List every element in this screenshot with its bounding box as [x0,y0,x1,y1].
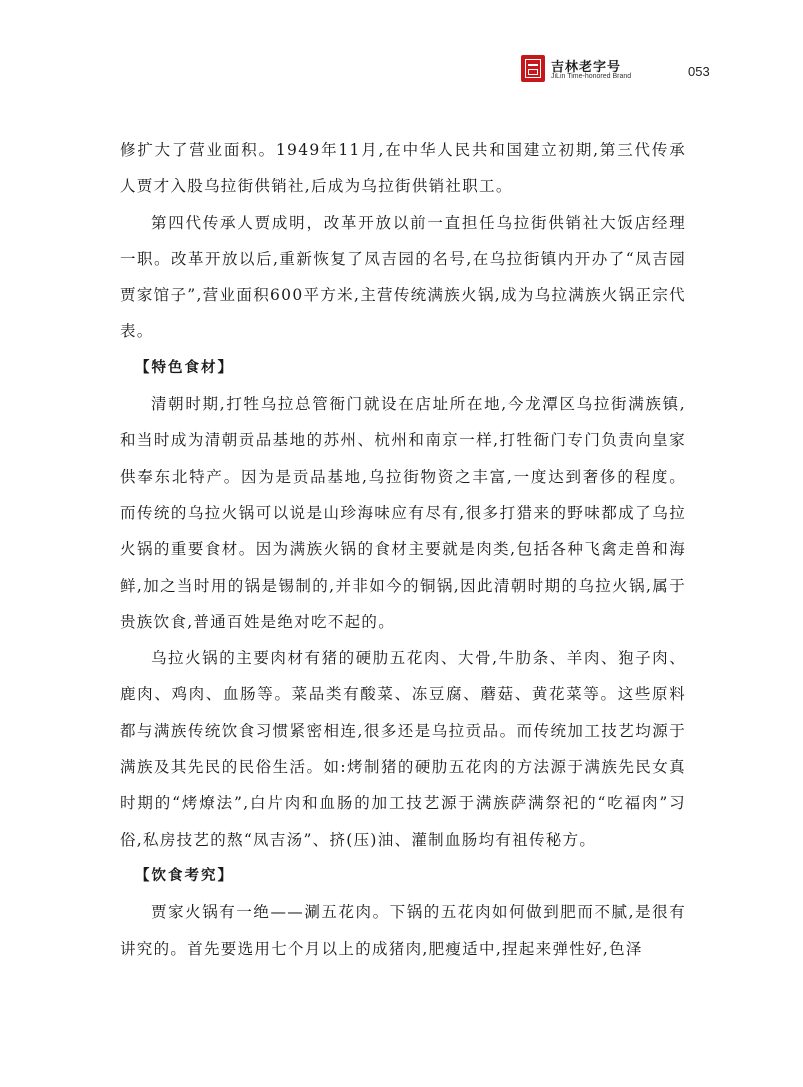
section-heading-diet: 【饮食考究】 [135,867,234,884]
section-heading-ingredients: 【特色食材】 [135,359,234,376]
paragraph-fourth-generation: 第四代传承人贾成明，改革开放以前一直担任乌拉街供销社大饭店经理一职。改革开放以后,重新恢复了凤吉园的名号,在乌拉街镇内开办了“凤吉园贾家馆子”,营业面积600平方米,主营传统满族火锅,成为乌拉满族火锅正宗代表。 [120,213,686,341]
paragraph-pork-belly: 贾家火锅有一绝——涮五花肉。下锅的五花肉如何做到肥而不腻,是很有讲究的。首先要选用七个月以上的成猪肉,肥瘦适中,捏起来弹性好,色泽 [120,903,686,958]
brand-name-chinese: 吉林老字号 [551,60,622,75]
paragraph-qing-dynasty: 清朝时期,打牲乌拉总管衙门就设在店址所在地,今龙潭区乌拉街满族镇,和当时成为清朝贡品基地的苏州、杭州和南京一样,打牲衙门专门负责向皇家供奉东北特产。因为是贡品基地,乌拉街物资之丰富,一度达到奢侈的程度。而传统的乌拉火锅可以说是山珍海味应有尽有,很多打猎来的野味都成了乌拉火锅的重要食材。因为满族火锅的食材主要就是肉类,包括各种飞禽走兽和海鲜,加之当时用的锅是锡制的,并非如今的铜锅,因此清朝时期的乌拉火锅,属于贵族饮食,普通百姓是绝对吃不起的。 [120,395,686,631]
brand-seal-logo [521,55,545,82]
brand-name-english: JiLin Time-honored Brand [551,73,632,80]
paragraph-continuation: 修扩大了营业面积。1949年11月,在中华人民共和国建立初期,第三代传承人贾才入股乌拉街供销社,后成为乌拉街供销社职工。 [120,141,686,196]
paragraph-meat-ingredients: 乌拉火锅的主要肉材有猪的硬肋五花肉、大骨,牛肋条、羊肉、狍子肉、鹿肉、鸡肉、血肠等。菜品类有酸菜、冻豆腐、蘑菇、黄花菜等。这些原料都与满族传统饮食习惯紧密相连,很多还是乌拉贡品。而传统加工技艺均源于满族及其先民的民俗生活。如:烤制猪的硬肋五花肉的方法源于满族先民女真时期的“烤燎法”,白片肉和血肠的加工技艺源于满族萨满祭祀的“吃福肉”习俗,私房技艺的熬“凤吉汤”、挤(压)油、灌制血肠均有祖传秘方。 [120,649,686,849]
page-number: 053 [688,64,710,79]
body-text [120,132,686,967]
